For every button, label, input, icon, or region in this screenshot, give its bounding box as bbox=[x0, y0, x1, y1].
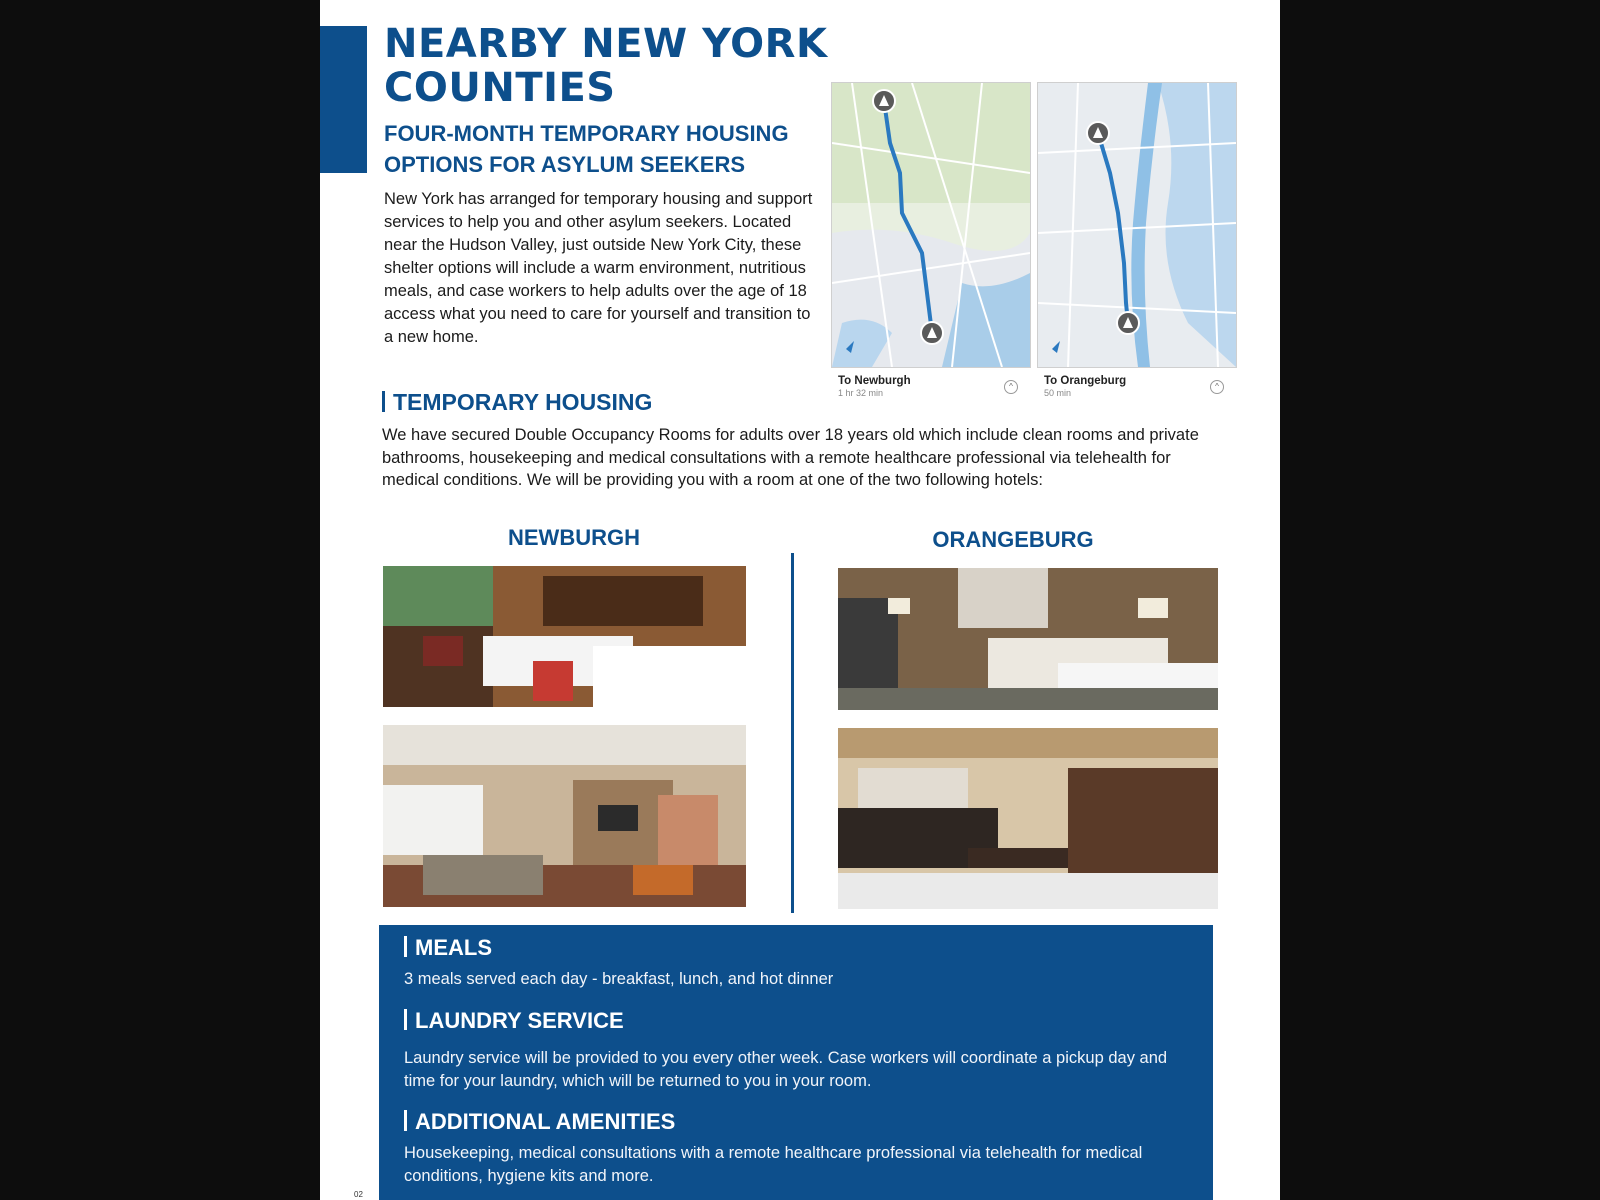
meals-heading bbox=[404, 934, 492, 962]
meals-text: 3 meals served each day - breakfast, lunch, and hot dinner bbox=[404, 970, 834, 988]
map-orangeburg bbox=[1037, 82, 1237, 368]
photo-newburgh-room bbox=[383, 566, 746, 707]
map-caption-newburgh bbox=[838, 375, 1028, 398]
photo-orangeburg-lobby bbox=[838, 728, 1218, 909]
chevron-up-icon[interactable]: ^ bbox=[1210, 380, 1224, 394]
hotel-name-newburgh: NEWBURGH bbox=[508, 525, 640, 550]
heading-bar bbox=[382, 391, 385, 412]
temporary-housing-text: We have secured Double Occupancy Rooms for adults over 18 years old which include clean rooms and private bathrooms, housekeeping and medical consultations with a remote healthcare professional via telehealth for medical conditions. We will be providing you with a room at one of the two following hotels: bbox=[382, 426, 1199, 489]
map-newburgh bbox=[831, 82, 1031, 368]
map-destination-label: To Newburgh bbox=[838, 375, 911, 387]
heading-bar bbox=[404, 936, 407, 957]
amenities-panel bbox=[379, 925, 1213, 1200]
photo-orangeburg-room bbox=[838, 568, 1218, 710]
photo-newburgh-lobby bbox=[383, 725, 746, 907]
map-duration-label: 50 min bbox=[1044, 388, 1072, 398]
hotel-divider bbox=[791, 553, 794, 913]
heading-label: TEMPORARY HOUSING bbox=[393, 389, 653, 415]
brochure-page bbox=[320, 0, 1280, 1200]
page-subtitle: FOUR-MONTH TEMPORARY HOUSING OPTIONS FOR ASYLUM SEEKERS bbox=[384, 121, 789, 177]
hotel-name-orangeburg: ORANGEBURG bbox=[932, 527, 1094, 552]
title-accent-bar bbox=[320, 26, 367, 173]
map-destination-label: To Orangeburg bbox=[1044, 375, 1127, 387]
chevron-up-icon[interactable]: ^ bbox=[1004, 380, 1018, 394]
heading-label: LAUNDRY SERVICE bbox=[415, 1008, 624, 1033]
intro-paragraph: New York has arranged for temporary housing and support services to help you and other asylum seekers. Located near the Hudson Valley, just outside New York City, these shelter options will include a warm environment, nutritious meals, and case workers to help adults over the age of 18 access what you need to care for yourself and transition to a new home. bbox=[384, 190, 813, 346]
map-duration-label: 1 hr 32 min bbox=[838, 388, 884, 398]
additional-amenities-text: Housekeeping, medical consultations with a remote healthcare professional via telehealth for medical conditions, hygiene kits and more. bbox=[404, 1144, 1143, 1185]
heading-label: MEALS bbox=[415, 935, 492, 960]
map-caption-orangeburg bbox=[1044, 375, 1234, 398]
heading-bar bbox=[404, 1110, 407, 1131]
temporary-housing-heading bbox=[382, 388, 652, 416]
page-number: 02 bbox=[354, 1190, 363, 1199]
heading-bar bbox=[404, 1009, 407, 1030]
heading-label: ADDITIONAL AMENITIES bbox=[415, 1109, 676, 1134]
additional-amenities-heading bbox=[404, 1108, 675, 1136]
laundry-heading bbox=[404, 1007, 624, 1035]
laundry-text: Laundry service will be provided to you every other week. Case workers will coordinate a pickup day and time for your laundry, which will be returned to you in your room. bbox=[404, 1049, 1168, 1090]
page-title: NEARBY NEW YORK COUNTIES bbox=[384, 21, 828, 111]
